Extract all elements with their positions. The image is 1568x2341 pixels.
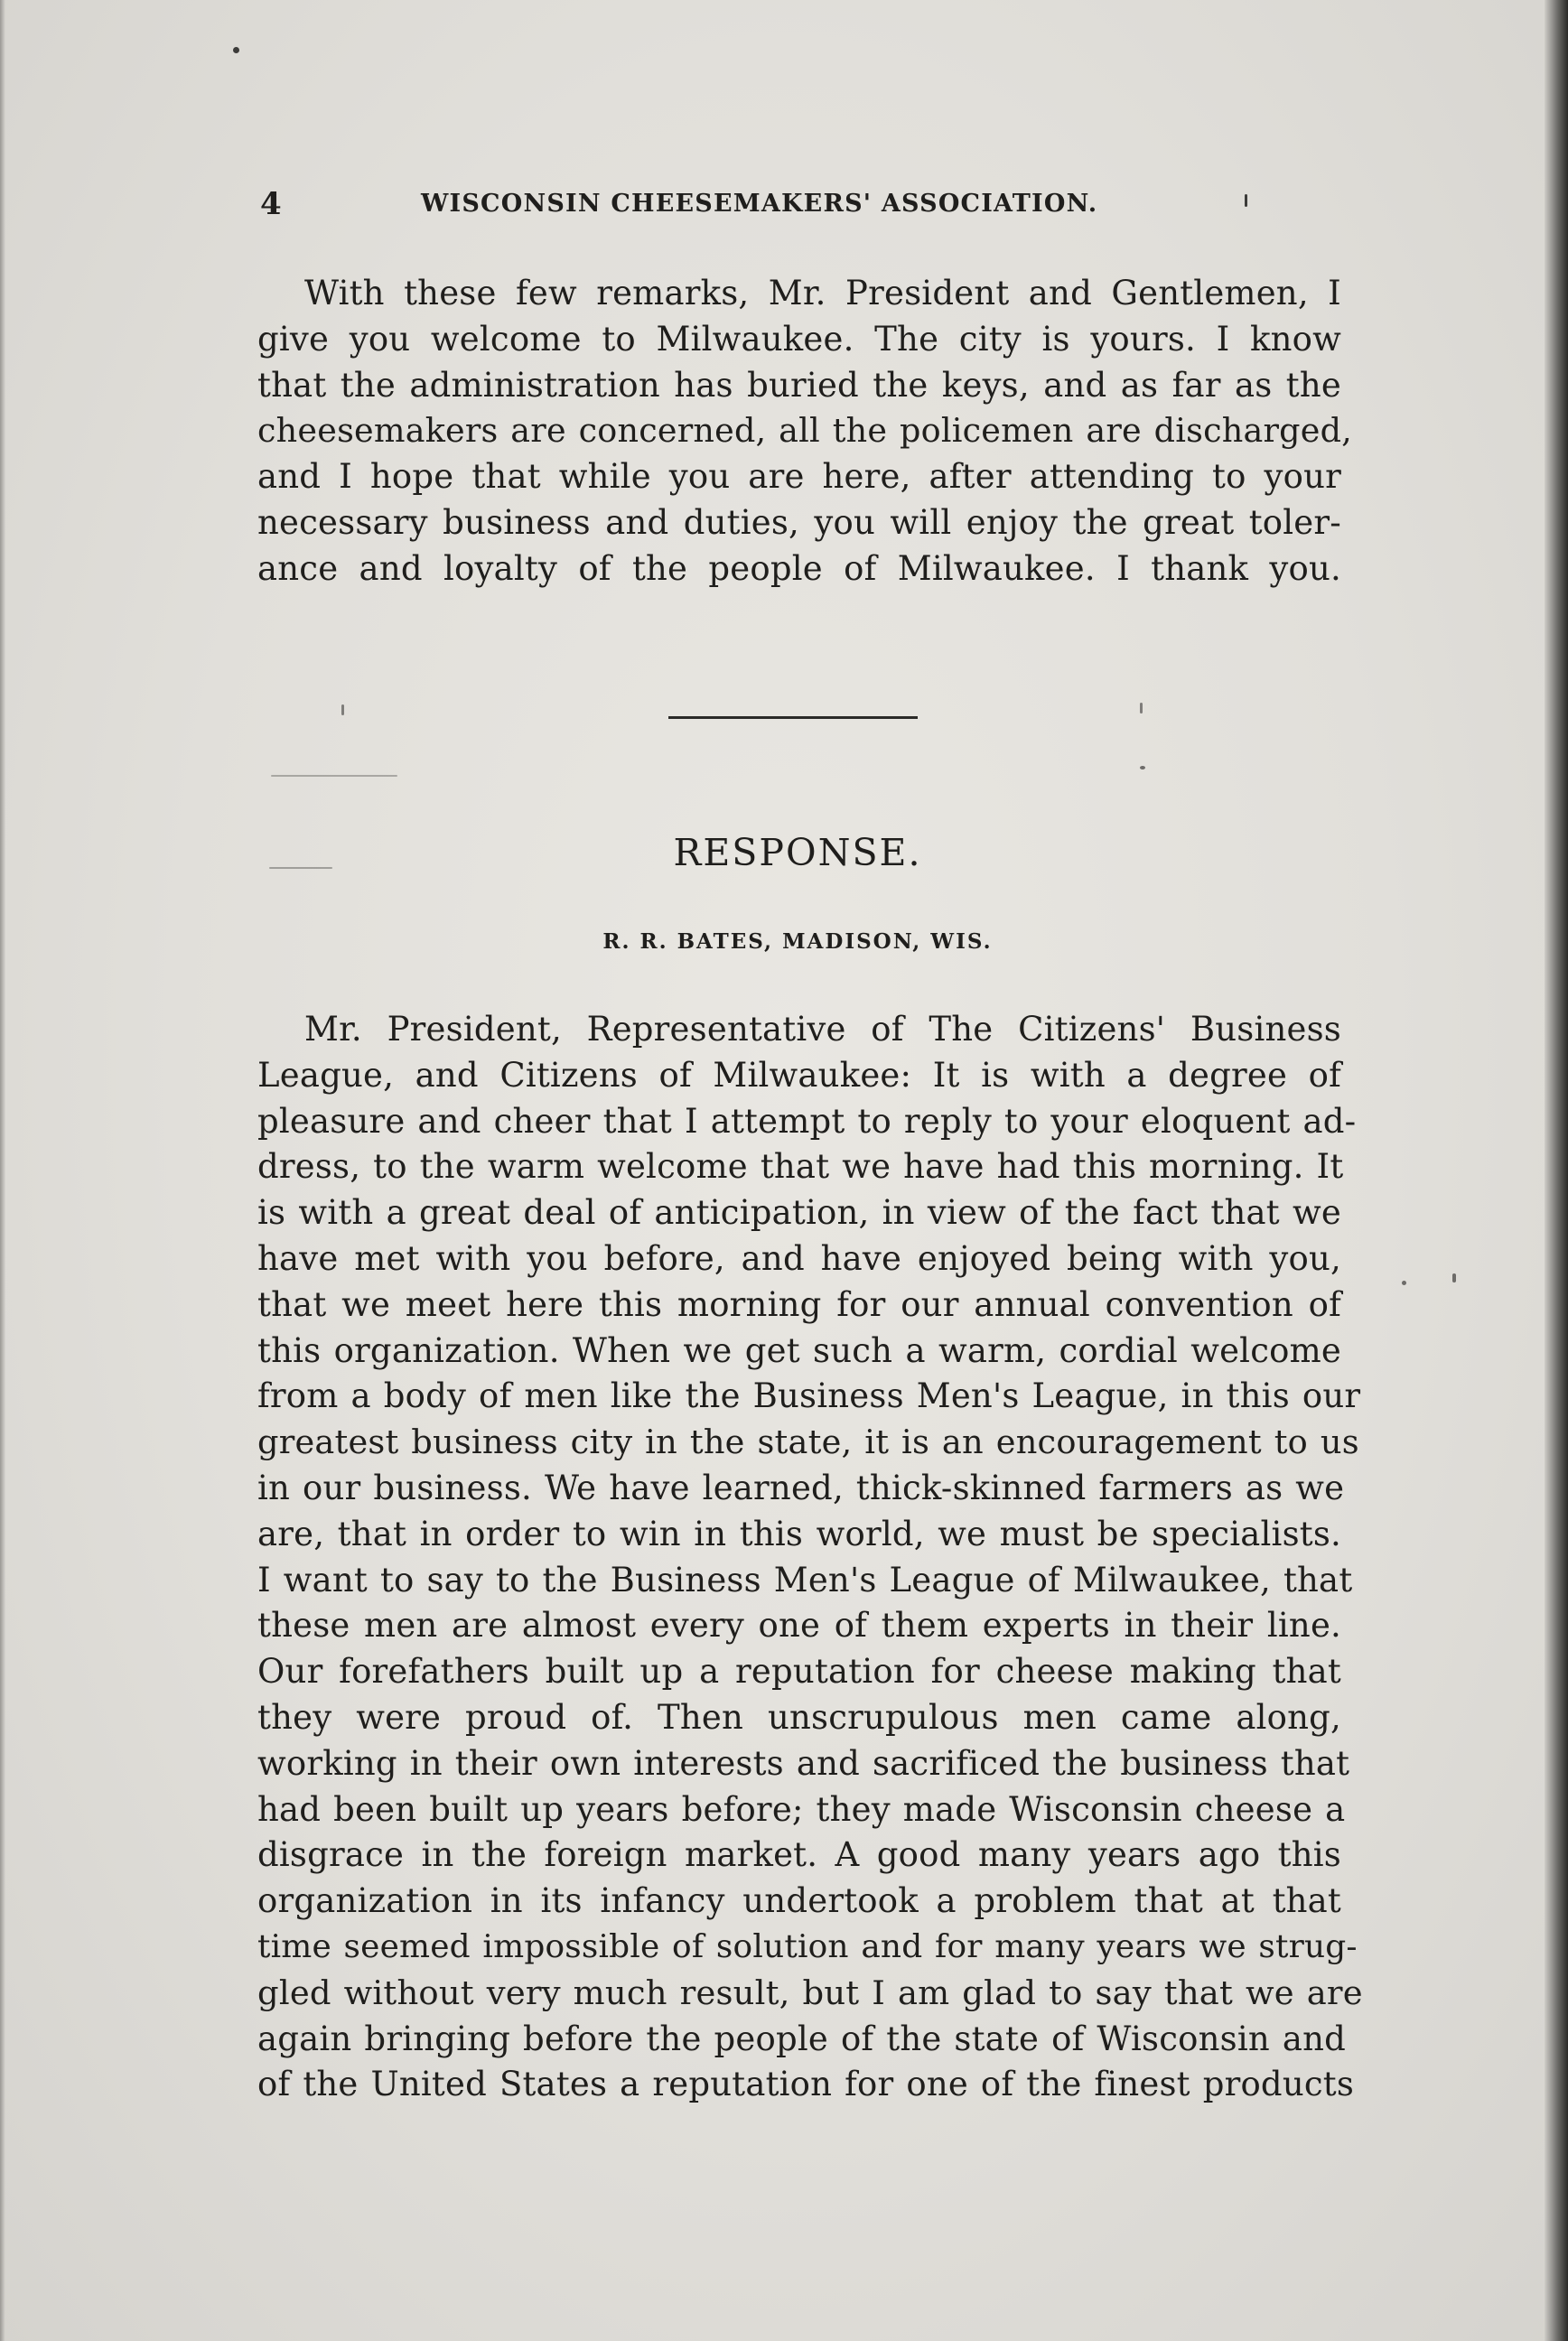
- text-line: I want to say to the Business Men's League of Milwaukee, that: [257, 1560, 1353, 1600]
- text-line: are, that in order to win in this world, we must be specialists.: [257, 1514, 1341, 1553]
- section-title: RESPONSE.: [673, 831, 922, 874]
- text-line: had been built up years before; they made Wisconsin cheese a: [257, 1789, 1346, 1829]
- text-line: that the administration has buried the keys, and as far as the: [257, 365, 1341, 405]
- text-line: dress, to the warm welcome that we have had this morning. It: [257, 1147, 1344, 1187]
- text-line: pleasure and cheer that I attempt to reply to your eloquent ad-: [257, 1101, 1357, 1141]
- speaker-byline: R. R. BATES, MADISON, WIS.: [602, 929, 993, 954]
- page-binding-shadow: [1545, 0, 1568, 2341]
- text-line: time seemed impossible of solution and for many years we strug-: [257, 1927, 1358, 1965]
- text-line: gled without very much result, but I am glad to say that we are: [257, 1973, 1363, 2012]
- text-line: Mr. President, Representative of The Citizens' Business: [304, 1010, 1341, 1049]
- section-divider-rule: [668, 716, 918, 719]
- scan-speck: [1245, 194, 1247, 207]
- text-line: League, and Citizens of Milwaukee: It is with a degree of: [257, 1055, 1341, 1095]
- text-line: of the United States a reputation for one of the finest products: [257, 2065, 1355, 2104]
- text-line: organization in its infancy undertook a problem that at that: [257, 1881, 1341, 1921]
- text-line: is with a great deal of anticipation, in view of the fact that we: [257, 1193, 1341, 1233]
- paragraph-response: [257, 1007, 1363, 2108]
- text-line: greatest business city in the state, it is an encouragement to us: [257, 1422, 1359, 1462]
- scan-speck: [1140, 703, 1143, 713]
- text-line: With these few remarks, Mr. President and Gentlemen, I: [304, 274, 1341, 312]
- text-line: they were proud of. Then unscrupulous men came along,: [257, 1697, 1341, 1737]
- text-line: have met with you before, and have enjoyed being with you,: [257, 1238, 1341, 1278]
- text-line: this organization. When we get such a warm, cordial welcome: [257, 1330, 1341, 1370]
- page-left-edge: [0, 0, 5, 2341]
- running-header: [260, 183, 1186, 225]
- scan-speck: [233, 47, 239, 53]
- scan-speck: [271, 775, 397, 777]
- text-line: again bringing before the people of the state of Wisconsin and: [257, 2019, 1347, 2058]
- text-line: Our forefathers built up a reputation for cheese making that: [257, 1652, 1341, 1692]
- text-line: give you welcome to Milwaukee. The city is yours. I know: [257, 319, 1341, 359]
- scan-speck: [1140, 766, 1145, 769]
- text-line: from a body of men like the Business Men's League, in this our: [257, 1376, 1361, 1416]
- scan-speck: [1402, 1281, 1406, 1285]
- paragraph-welcome-closing: [257, 271, 1352, 592]
- text-line: necessary business and duties, you will enjoy the great toler-: [257, 502, 1341, 542]
- text-line: working in their own interests and sacrificed the business that: [257, 1743, 1350, 1783]
- scan-speck: [1452, 1273, 1456, 1282]
- page-number: 4: [260, 186, 282, 222]
- text-line: that we meet here this morning for our annual convention of: [257, 1284, 1341, 1324]
- running-head-title: WISCONSIN CHEESEMAKERS' ASSOCIATION.: [421, 190, 1098, 218]
- text-line: ance and loyalty of the people of Milwaukee. I thank you.: [257, 548, 1341, 588]
- text-line: these men are almost every one of them experts in their line.: [257, 1606, 1341, 1646]
- text-line: in our business. We have learned, thick-skinned farmers as we: [257, 1468, 1345, 1507]
- text-line: and I hope that while you are here, after attending to your: [257, 457, 1341, 497]
- text-line: disgrace in the foreign market. A good many years ago this: [257, 1835, 1341, 1875]
- text-line: cheesemakers are concerned, all the policemen are discharged,: [257, 411, 1352, 451]
- scan-speck: [341, 704, 344, 715]
